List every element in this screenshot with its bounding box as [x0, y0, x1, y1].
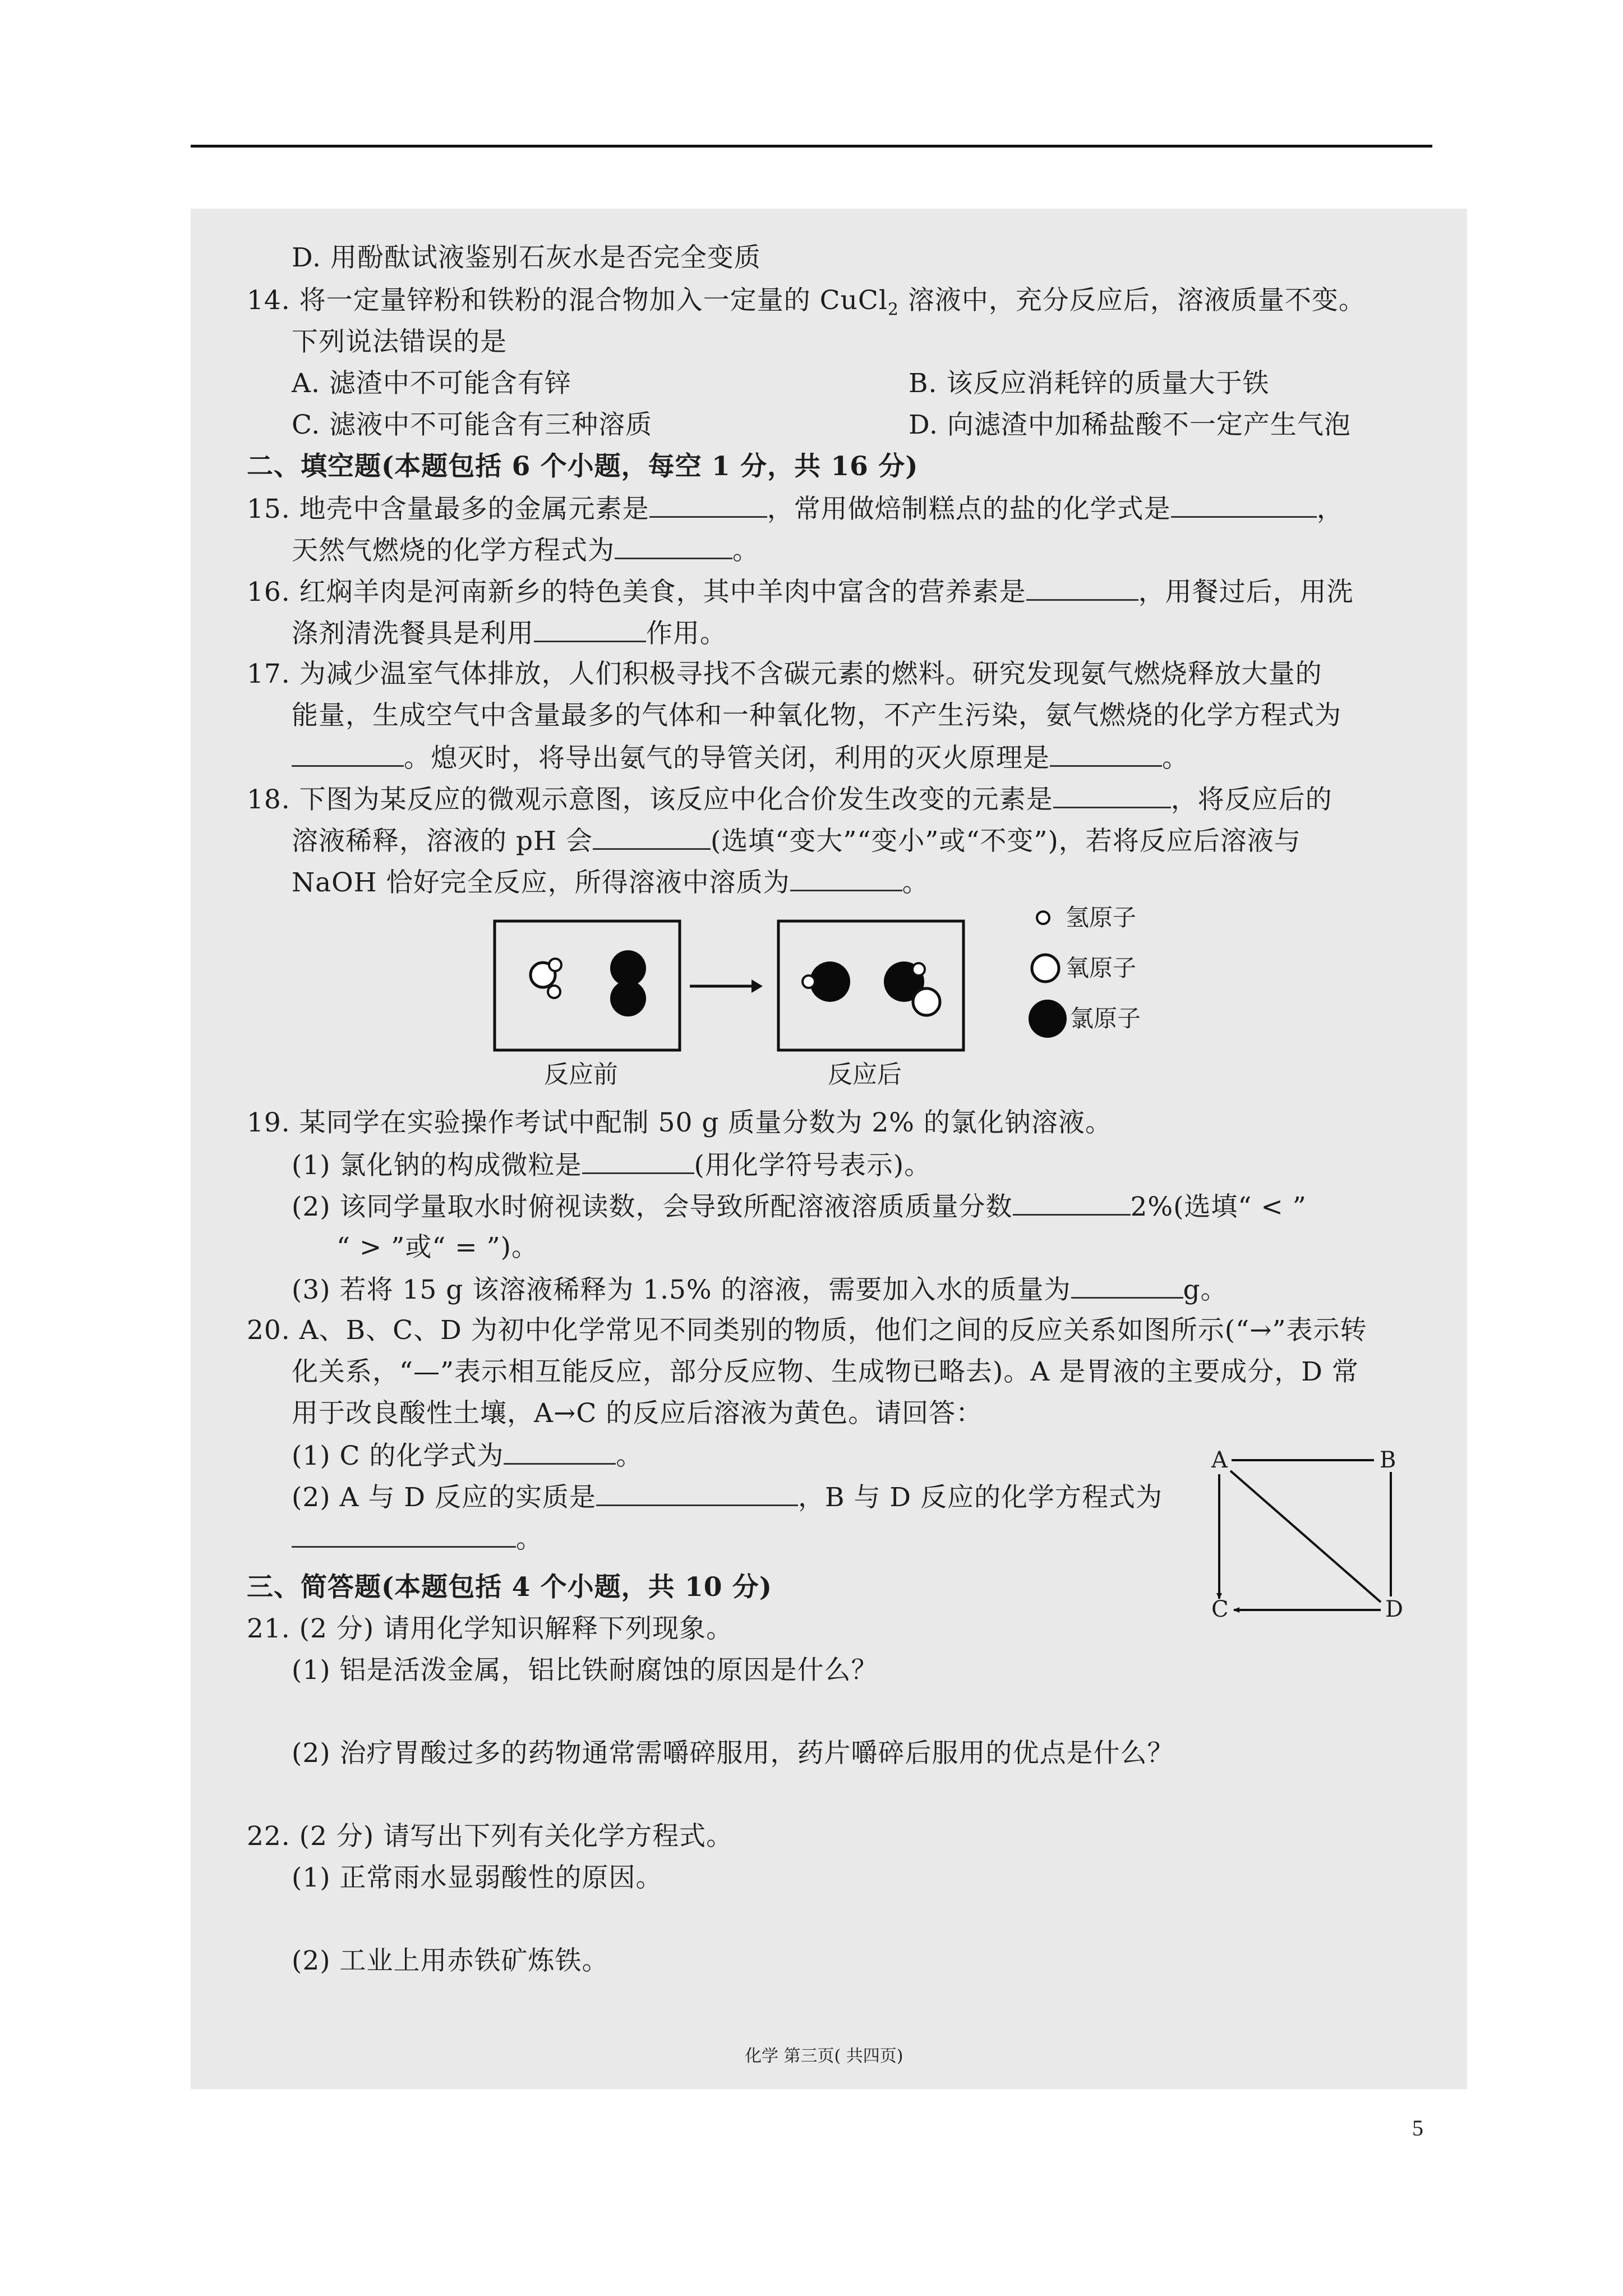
relation-diagram [1206, 1436, 1419, 1627]
q19-stem: 19. 某同学在实验操作考试中配制 50 g 质量分数为 2% 的氯化钠溶液。 [247, 1107, 1112, 1138]
q13-option-d: D. 用酚酞试液鉴别石灰水是否完全变质 [292, 242, 761, 273]
q18-line-1: 18. 下图为某反应的微观示意图，该反应中化合价发生改变的元素是 ，将反应后的 [247, 782, 1332, 817]
q16-blank-1[interactable] [1026, 574, 1138, 601]
before-label: 反应前 [544, 1060, 618, 1089]
q17-line-3: 。熄灭时，将导出氨气的导管关闭，利用的灭火原理是 。 [292, 740, 1189, 775]
q18-line-2: 溶液稀释，溶液的 pH 会 (选填“变大”“变小”或“不变”)，若将反应后溶液与 [292, 823, 1301, 858]
q17-line-2: 能量，生成空气中含量最多的气体和一种氧化物，不产生污染，氨气燃烧的化学方程式为 [292, 700, 1341, 731]
q18-blank-2[interactable] [593, 823, 711, 850]
q20-line-2: 化关系，“—”表示相互能反应，部分反应物、生成物已略去)。A 是胃液的主要成分，D 常 [292, 1356, 1359, 1387]
q16-blank-2[interactable] [534, 616, 646, 642]
section-2-title: 二、填空题(本题包括 6 个小题，每空 1 分，共 16 分) [247, 451, 919, 482]
q17-blank-2[interactable] [1050, 740, 1162, 767]
q14-option-c: C. 滤液中不可能含有三种溶质 [292, 409, 653, 440]
section-3-title: 三、简答题(本题包括 4 个小题，共 10 分) [247, 1572, 773, 1603]
q14-option-a: A. 滤渣中不可能含有锌 [292, 368, 571, 399]
q15-line-2: 天然气燃烧的化学方程式为 。 [292, 533, 759, 568]
q19-part-3: (3) 若将 15 g 该溶液稀释为 1.5% 的溶液，需要加入水的质量为 g。 [292, 1272, 1228, 1307]
page-footer: 化学 第三页( 共四页) [745, 2046, 903, 2066]
q17-blank-1[interactable] [292, 740, 404, 767]
q20-part-1: (1) C 的化学式为 。 [292, 1438, 643, 1473]
q22-part-2: (2) 工业上用赤铁矿炼铁。 [292, 1945, 609, 1976]
header-rule [191, 145, 1432, 148]
q22-stem: 22. (2 分) 请写出下列有关化学方程式。 [247, 1821, 734, 1852]
q19-part-2-cont: “ > ”或“ = ”)。 [336, 1232, 538, 1263]
q14-option-d: D. 向滤渣中加稀盐酸不一定产生气泡 [909, 409, 1351, 440]
q14-option-b: B. 该反应消耗锌的质量大于铁 [909, 368, 1270, 399]
chlorine-atom-icon [1029, 1000, 1067, 1038]
page-number: 5 [1412, 2115, 1423, 2141]
q14-stem: 14. 将一定量锌粉和铁粉的混合物加入一定量的 CuCl$_2$ 溶液中，充分反应后，溶液质量不变。 [247, 285, 1366, 320]
q16-line-2: 涤剂清洗餐具是利用 作用。 [292, 616, 727, 651]
oxygen-atom-icon [1032, 955, 1059, 982]
node-b: B [1380, 1447, 1396, 1473]
q17-line-1: 17. 为减少温室气体排放，人们积极寻找不含碳元素的燃料。研究发现氨气燃烧释放大量的 [247, 659, 1322, 689]
q15-blank-1[interactable] [649, 491, 767, 518]
before-molecule-h2o [531, 959, 561, 998]
q15-line-1: 15. 地壳中含量最多的金属元素是 ，常用做焙制糕点的盐的化学式是 ， [247, 491, 1344, 526]
q21-part-2: (2) 治疗胃酸过多的药物通常需嚼碎服用，药片嚼碎后服用的优点是什么？ [292, 1738, 1174, 1769]
q18-blank-3[interactable] [790, 865, 902, 891]
q20-blank-1[interactable] [504, 1438, 616, 1465]
edge-a-d [1230, 1471, 1381, 1602]
reaction-diagram [482, 903, 1189, 1099]
hydrogen-atom-icon [1037, 912, 1049, 924]
legend-chlorine: 氯原子 [1070, 1005, 1141, 1032]
q15-blank-3[interactable] [615, 533, 732, 559]
q20-part-2-cont: 。 [292, 1521, 543, 1556]
q19-blank-1[interactable] [582, 1148, 694, 1174]
after-molecule-hcl [803, 961, 850, 1002]
q20-blank-2[interactable] [596, 1480, 798, 1506]
legend-oxygen: 氧原子 [1066, 954, 1137, 982]
q18-line-3: NaOH 恰好完全反应，所得溶液中溶质为 。 [292, 865, 929, 900]
q20-part-2: (2) A 与 D 反应的实质是 ，B 与 D 反应的化学方程式为 [292, 1480, 1163, 1515]
q21-stem: 21. (2 分) 请用化学知识解释下列现象。 [247, 1613, 734, 1644]
after-molecule-hclo [884, 961, 940, 1015]
q19-blank-3[interactable] [1071, 1272, 1183, 1299]
legend-hydrogen: 氢原子 [1066, 904, 1137, 931]
q19-part-2: (2) 该同学量取水时俯视读数，会导致所配溶液溶质质量分数 2%(选填“ < ” [292, 1189, 1307, 1224]
node-c: C [1211, 1596, 1229, 1622]
before-molecule-cl2 [610, 950, 646, 1016]
q14-stem-2: 下列说法错误的是 [292, 326, 507, 357]
node-d: D [1385, 1596, 1404, 1622]
q19-part-1: (1) 氯化钠的构成微粒是 (用化学符号表示)。 [292, 1148, 931, 1182]
node-a: A [1211, 1447, 1228, 1473]
q20-line-3: 用于改良酸性土壤，A→C 的反应后溶液为黄色。请回答： [292, 1398, 983, 1429]
q15-blank-2[interactable] [1171, 491, 1317, 518]
q20-blank-3[interactable] [292, 1521, 516, 1548]
q19-blank-2[interactable] [1013, 1189, 1131, 1216]
after-label: 反应后 [828, 1060, 902, 1089]
reaction-arrow-icon [751, 979, 763, 993]
q18-blank-1[interactable] [1053, 782, 1171, 808]
q20-line-1: 20. A、B、C、D 为初中化学常见不同类别的物质，他们之间的反应关系如图所示(“→”表示转 [247, 1315, 1367, 1346]
q21-part-1: (1) 铝是活泼金属，铝比铁耐腐蚀的原因是什么？ [292, 1655, 878, 1686]
q16-line-1: 16. 红焖羊肉是河南新乡的特色美食，其中羊肉中富含的营养素是 ，用餐过后，用洗 [247, 574, 1354, 609]
q22-part-1: (1) 正常雨水显弱酸性的原因。 [292, 1862, 663, 1893]
